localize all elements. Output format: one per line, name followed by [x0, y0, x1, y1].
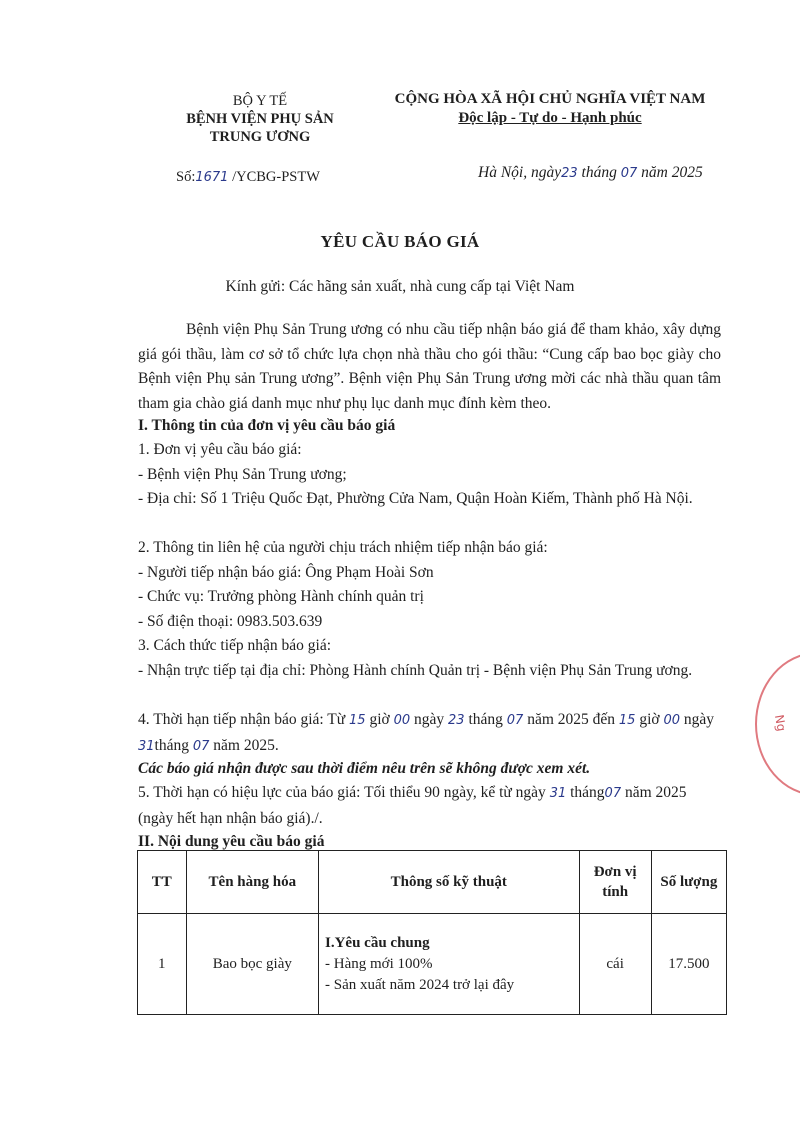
document-title: YÊU CẦU BÁO GIÁ — [320, 232, 480, 251]
section1-item2: 2. Thông tin liên hệ của người chịu trách nhiệm tiếp nhận báo giá: — [138, 539, 548, 556]
late-warning: Các báo giá nhận được sau thời điểm nêu trên sẽ không được xem xét. — [138, 760, 591, 777]
address: - Địa chỉ: Số 1 Triệu Quốc Đạt, Phường Cửa Nam, Quận Hoàn Kiếm, Thành phố Hà Nội. — [138, 490, 693, 507]
requesting-unit: - Bệnh viện Phụ Sản Trung ương; — [138, 466, 347, 483]
deadline-paragraph: 4. Thời hạn tiếp nhận báo giá: Từ 15 giờ 00 ngày 23 tháng 07 năm 2025 đến 15 giờ 00 ngày 31tháng 07 năm 2025. — [138, 711, 715, 754]
motto: Độc lập - Tự do - Hạnh phúc — [458, 110, 642, 126]
table-header-row — [138, 851, 727, 914]
recipient-line: Kính gửi: Các hãng sản xuất, nhà cung cấp tại Việt Nam — [225, 278, 575, 295]
country-name: CỘNG HÒA XÃ HỘI CHỦ NGHĨA VIỆT NAM — [394, 91, 706, 107]
header-quantity: Số lượng — [651, 851, 726, 914]
seal-text: Ng — [771, 713, 789, 733]
row-unit: cái — [579, 914, 651, 1015]
hospital-name-line2: TRUNG ƯƠNG — [209, 129, 311, 145]
section1-item1: 1. Đơn vị yêu cầu báo giá: — [138, 441, 302, 458]
header-unit: Đơn vị tính — [579, 851, 651, 914]
row-tt: 1 — [138, 914, 187, 1015]
receiver-position: - Chức vụ: Trưởng phòng Hành chính quản trị — [138, 588, 424, 605]
hospital-name-line1: BỆNH VIỆN PHỤ SẢN — [186, 111, 334, 127]
row-spec — [319, 914, 580, 1015]
document-date: Hà Nội, ngày23 tháng 07 năm 2025 — [478, 164, 703, 181]
receiver-phone: - Số điện thoại: 0983.503.639 — [138, 613, 323, 630]
handwritten-number: 1671 — [195, 170, 229, 185]
header-tt: TT — [138, 851, 187, 914]
spec-heading: I.Yêu cầu chung — [325, 934, 430, 951]
document-number: Số:1671 /YCBG-PSTW — [176, 169, 320, 185]
table-row — [138, 914, 727, 1015]
national-header — [360, 90, 740, 128]
receiver-name: - Người tiếp nhận báo giá: Ông Phạm Hoài Sơn — [138, 564, 434, 581]
intro-paragraph: Bệnh viện Phụ Sản Trung ương có nhu cầu tiếp nhận báo giá để tham khảo, xây dựng giá gói thầu, làm cơ sở tổ chức lựa chọn nhà thầu cho gói thầu: “Cung cấp bao bọc giày cho Bệnh viện Phụ sản Trung ương”. Bệnh viện Phụ Sản Trung ương mời các nhà thầu quan tâm tham gia chào giá danh mục như phụ lục danh mục đính kèm theo. — [138, 321, 721, 412]
org-header — [160, 92, 360, 146]
spec-line: - Sản xuất năm 2024 trở lại đây — [325, 976, 515, 993]
row-item-name: Bao bọc giày — [186, 914, 318, 1015]
ministry-name: BỘ Y TẾ — [232, 93, 288, 109]
row-quantity: 17.500 — [651, 914, 726, 1015]
section1-item3: 3. Cách thức tiếp nhận báo giá: — [138, 637, 332, 654]
section1-heading: I. Thông tin của đơn vị yêu cầu báo giá — [138, 417, 396, 434]
spec-line: - Hàng mới 100% — [325, 955, 433, 972]
header-item-name: Tên hàng hóa — [186, 851, 318, 914]
receive-method: - Nhận trực tiếp tại địa chỉ: Phòng Hành chính Quản trị - Bệnh viện Phụ Sản Trung ương. — [138, 662, 693, 679]
header-spec: Thông số kỹ thuật — [319, 851, 580, 914]
quotation-table — [137, 850, 727, 1015]
section2-heading: II. Nội dung yêu cầu báo giá — [138, 833, 325, 850]
validity-paragraph: 5. Thời hạn có hiệu lực của báo giá: Tối thiểu 90 ngày, kể từ ngày 31 tháng07 năm 2025 (ngày hết hạn nhận báo giá)./. — [138, 784, 687, 827]
